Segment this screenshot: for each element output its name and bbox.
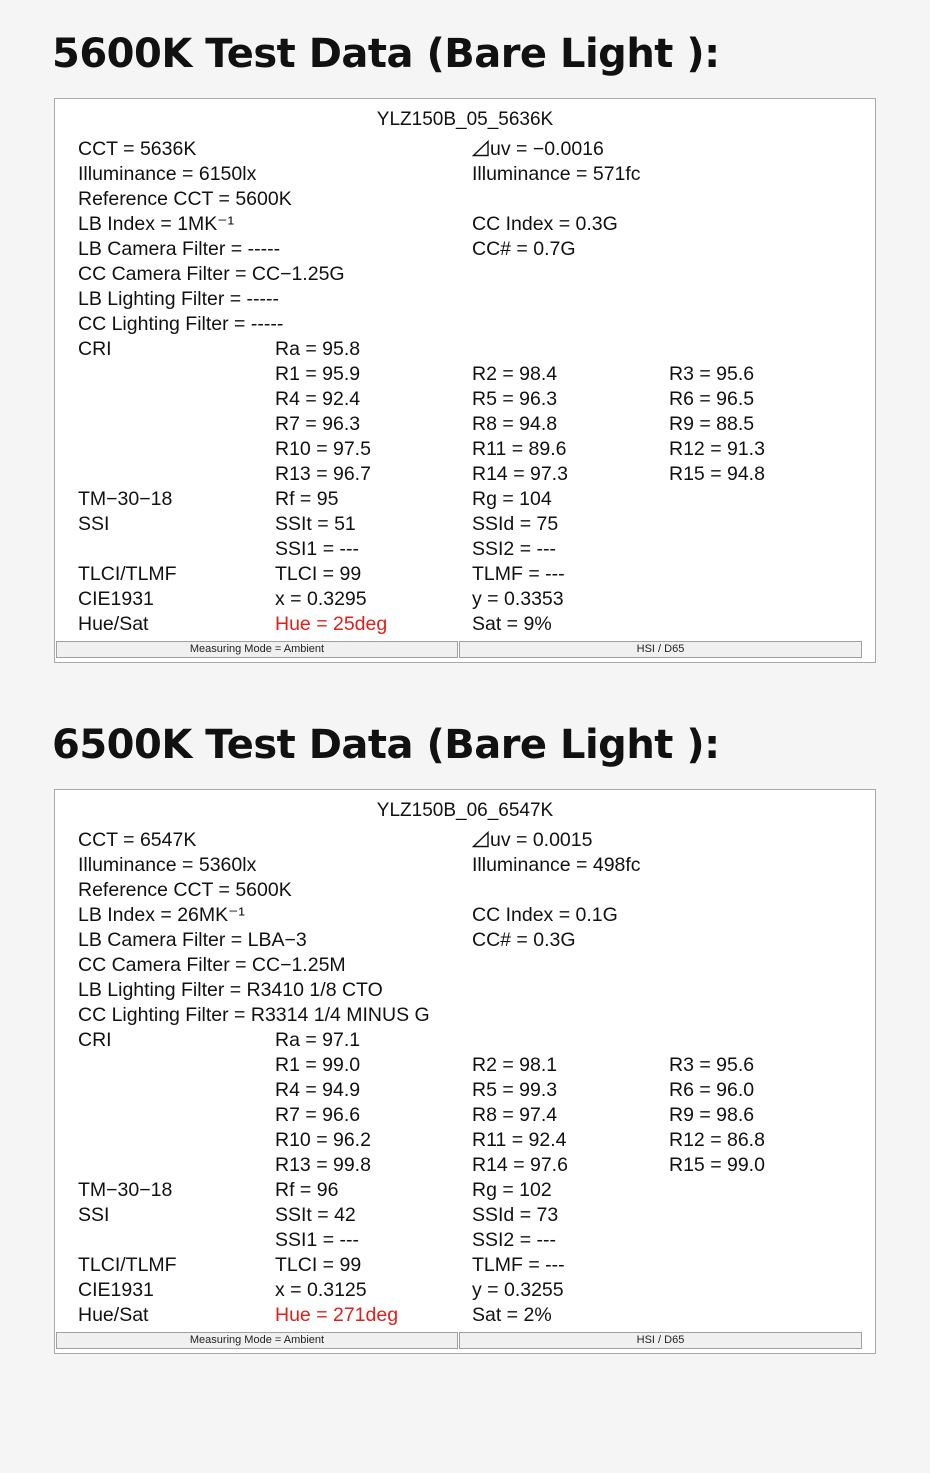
data-row bbox=[55, 1303, 875, 1328]
data-cell bbox=[472, 828, 592, 853]
data-cell bbox=[472, 137, 604, 162]
data-row bbox=[55, 1128, 875, 1153]
status-measuring-mode: Measuring Mode = Ambient bbox=[56, 641, 458, 658]
data-row bbox=[55, 1003, 875, 1028]
data-row bbox=[55, 262, 875, 287]
data-cell: TM−30−18 bbox=[78, 488, 173, 510]
data-cell: R15 = 99.0 bbox=[669, 1154, 765, 1176]
data-cell: R4 = 92.4 bbox=[275, 388, 361, 410]
delta-icon bbox=[472, 139, 490, 157]
measurement-panel-6500k bbox=[54, 789, 876, 1354]
status-color-space: HSI / D65 bbox=[459, 1332, 862, 1349]
data-row bbox=[55, 853, 875, 878]
data-row bbox=[55, 187, 875, 212]
data-cell: R10 = 96.2 bbox=[275, 1129, 371, 1151]
data-cell: TM−30−18 bbox=[78, 1179, 173, 1201]
delta-icon bbox=[472, 830, 490, 848]
data-row bbox=[55, 462, 875, 487]
status-color-space: HSI / D65 bbox=[459, 641, 862, 658]
data-row bbox=[55, 1053, 875, 1078]
delta-uv-value: uv = 0.0015 bbox=[490, 829, 593, 851]
data-cell: x = 0.3295 bbox=[275, 588, 367, 610]
data-cell: Illuminance = 5360lx bbox=[78, 854, 257, 876]
data-cell: y = 0.3255 bbox=[472, 1279, 564, 1301]
data-row bbox=[55, 537, 875, 562]
data-row bbox=[55, 237, 875, 262]
data-cell: R13 = 96.7 bbox=[275, 463, 371, 485]
data-cell: R9 = 98.6 bbox=[669, 1104, 755, 1126]
data-row bbox=[55, 928, 875, 953]
data-cell: Illuminance = 498fc bbox=[472, 854, 641, 876]
data-cell: CC Index = 0.3G bbox=[472, 213, 618, 235]
data-row bbox=[55, 1228, 875, 1253]
delta-uv-value: uv = −0.0016 bbox=[490, 138, 604, 160]
data-row bbox=[55, 878, 875, 903]
data-cell: Rg = 104 bbox=[472, 488, 552, 510]
data-cell: R8 = 97.4 bbox=[472, 1104, 558, 1126]
data-cell: Reference CCT = 5600K bbox=[78, 879, 292, 901]
panel-title: YLZ150B_05_5636K bbox=[376, 109, 554, 130]
data-cell: LB Lighting Filter = ----- bbox=[78, 288, 280, 310]
data-cell: R11 = 92.4 bbox=[472, 1129, 567, 1151]
data-row bbox=[55, 362, 875, 387]
data-cell: R2 = 98.4 bbox=[472, 363, 558, 385]
data-cell: R7 = 96.6 bbox=[275, 1104, 361, 1126]
data-cell: x = 0.3125 bbox=[275, 1279, 367, 1301]
data-cell: R1 = 99.0 bbox=[275, 1054, 361, 1076]
data-cell: SSIt = 51 bbox=[275, 513, 356, 535]
data-cell: SSIt = 42 bbox=[275, 1204, 356, 1226]
data-cell: CRI bbox=[78, 1029, 112, 1051]
data-cell: R10 = 97.5 bbox=[275, 438, 371, 460]
data-cell: R6 = 96.0 bbox=[669, 1079, 755, 1101]
data-cell: LB Camera Filter = LBA−3 bbox=[78, 929, 307, 951]
data-cell: CC# = 0.7G bbox=[472, 238, 576, 260]
data-cell: R4 = 94.9 bbox=[275, 1079, 361, 1101]
data-cell: TLCI = 99 bbox=[275, 1254, 362, 1276]
data-row bbox=[55, 587, 875, 612]
data-cell: Sat = 2% bbox=[472, 1304, 552, 1326]
data-cell: TLMF = --- bbox=[472, 563, 565, 585]
data-row bbox=[55, 437, 875, 462]
data-cell: SSId = 73 bbox=[472, 1204, 559, 1226]
data-cell: Rg = 102 bbox=[472, 1179, 552, 1201]
data-row bbox=[55, 562, 875, 587]
data-cell: CC# = 0.3G bbox=[472, 929, 576, 951]
data-cell: TLCI = 99 bbox=[275, 563, 362, 585]
measurement-panel-5600k bbox=[54, 98, 876, 663]
panel-title: YLZ150B_06_6547K bbox=[376, 800, 554, 821]
data-row bbox=[55, 487, 875, 512]
section-heading-5600k: 5600K Test Data (Bare Light ): bbox=[52, 31, 720, 77]
data-row bbox=[55, 512, 875, 537]
data-cell: Hue = 25deg bbox=[275, 613, 388, 635]
data-cell: R14 = 97.6 bbox=[472, 1154, 568, 1176]
data-row bbox=[55, 1078, 875, 1103]
data-cell: R14 = 97.3 bbox=[472, 463, 568, 485]
data-cell: Ra = 95.8 bbox=[275, 338, 361, 360]
data-cell: CC Camera Filter = CC−1.25M bbox=[78, 954, 346, 976]
data-row bbox=[55, 612, 875, 637]
data-row bbox=[55, 828, 875, 853]
data-cell: Illuminance = 571fc bbox=[472, 163, 641, 185]
data-cell: TLCI/TLMF bbox=[78, 1254, 177, 1276]
status-measuring-mode: Measuring Mode = Ambient bbox=[56, 1332, 458, 1349]
data-cell: LB Index = 26MK⁻¹ bbox=[78, 904, 245, 926]
data-cell: y = 0.3353 bbox=[472, 588, 564, 610]
data-cell: Illuminance = 6150lx bbox=[78, 163, 257, 185]
data-row bbox=[55, 387, 875, 412]
data-cell: CCT = 6547K bbox=[78, 829, 197, 851]
data-cell: LB Camera Filter = ----- bbox=[78, 238, 281, 260]
data-cell: SSI1 = --- bbox=[275, 538, 359, 560]
data-row bbox=[55, 162, 875, 187]
data-cell: Ra = 97.1 bbox=[275, 1029, 361, 1051]
data-cell: Reference CCT = 5600K bbox=[78, 188, 292, 210]
data-cell: R3 = 95.6 bbox=[669, 1054, 755, 1076]
data-cell: CIE1931 bbox=[78, 1279, 154, 1301]
data-cell: R1 = 95.9 bbox=[275, 363, 361, 385]
data-cell: SSId = 75 bbox=[472, 513, 559, 535]
data-cell: CIE1931 bbox=[78, 588, 154, 610]
data-row bbox=[55, 1278, 875, 1303]
data-row bbox=[55, 1253, 875, 1278]
data-row bbox=[55, 978, 875, 1003]
data-cell: SSI1 = --- bbox=[275, 1229, 359, 1251]
data-row bbox=[55, 1203, 875, 1228]
data-row bbox=[55, 312, 875, 337]
data-cell: SSI bbox=[78, 513, 110, 535]
data-cell: R13 = 99.8 bbox=[275, 1154, 371, 1176]
status-bar bbox=[55, 641, 875, 660]
data-row bbox=[55, 212, 875, 237]
status-bar bbox=[55, 1332, 875, 1351]
data-cell: R12 = 91.3 bbox=[669, 438, 765, 460]
data-cell: R9 = 88.5 bbox=[669, 413, 755, 435]
data-cell: Hue = 271deg bbox=[275, 1304, 399, 1326]
data-cell: R5 = 96.3 bbox=[472, 388, 558, 410]
data-row bbox=[55, 137, 875, 162]
data-cell: Rf = 96 bbox=[275, 1179, 339, 1201]
data-row bbox=[55, 1028, 875, 1053]
data-row bbox=[55, 337, 875, 362]
data-cell: R6 = 96.5 bbox=[669, 388, 755, 410]
data-cell: Rf = 95 bbox=[275, 488, 339, 510]
section-heading-6500k: 6500K Test Data (Bare Light ): bbox=[52, 722, 720, 768]
data-cell: CC Camera Filter = CC−1.25G bbox=[78, 263, 345, 285]
data-cell: R5 = 99.3 bbox=[472, 1079, 558, 1101]
data-row bbox=[55, 903, 875, 928]
data-cell: R15 = 94.8 bbox=[669, 463, 765, 485]
data-cell: CC Index = 0.1G bbox=[472, 904, 618, 926]
data-cell: LB Index = 1MK⁻¹ bbox=[78, 213, 235, 235]
data-cell: CC Lighting Filter = R3314 1/4 MINUS G bbox=[78, 1004, 430, 1026]
data-cell: CC Lighting Filter = ----- bbox=[78, 313, 284, 335]
data-cell: R11 = 89.6 bbox=[472, 438, 567, 460]
data-cell: CRI bbox=[78, 338, 112, 360]
data-cell: SSI2 = --- bbox=[472, 538, 556, 560]
data-row bbox=[55, 287, 875, 312]
data-cell: R2 = 98.1 bbox=[472, 1054, 558, 1076]
data-cell: R8 = 94.8 bbox=[472, 413, 558, 435]
data-cell: R12 = 86.8 bbox=[669, 1129, 765, 1151]
data-cell: Hue/Sat bbox=[78, 1304, 149, 1326]
data-cell: Hue/Sat bbox=[78, 613, 149, 635]
data-cell: TLMF = --- bbox=[472, 1254, 565, 1276]
data-cell: SSI2 = --- bbox=[472, 1229, 556, 1251]
data-cell: R7 = 96.3 bbox=[275, 413, 361, 435]
data-cell: Sat = 9% bbox=[472, 613, 552, 635]
data-row bbox=[55, 953, 875, 978]
data-cell: LB Lighting Filter = R3410 1/8 CTO bbox=[78, 979, 383, 1001]
data-cell: CCT = 5636K bbox=[78, 138, 197, 160]
data-cell: SSI bbox=[78, 1204, 110, 1226]
data-row bbox=[55, 412, 875, 437]
data-row bbox=[55, 1153, 875, 1178]
data-row bbox=[55, 1103, 875, 1128]
data-cell: R3 = 95.6 bbox=[669, 363, 755, 385]
data-cell: TLCI/TLMF bbox=[78, 563, 177, 585]
data-row bbox=[55, 1178, 875, 1203]
